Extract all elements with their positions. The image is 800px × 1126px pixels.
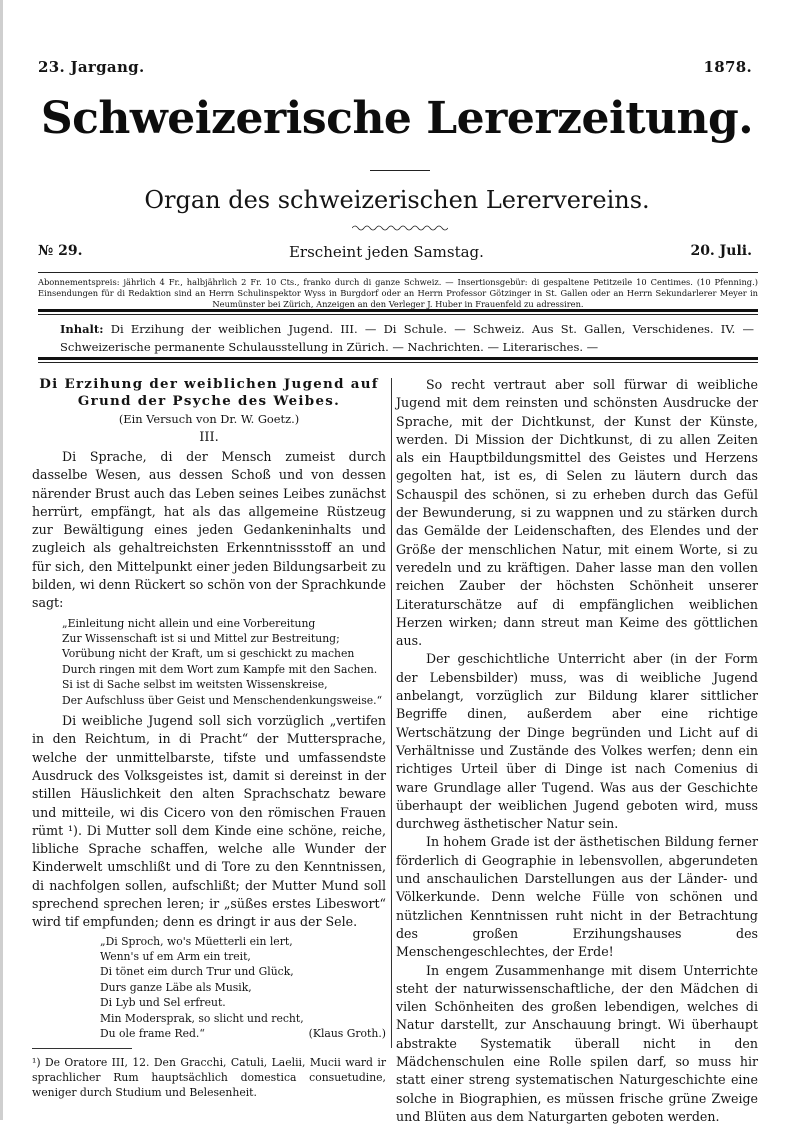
appears-label: Erscheint jeden Samstag. [289, 243, 484, 261]
contents-box [60, 320, 754, 356]
wavy-ornament [352, 224, 448, 232]
verse-last-row [100, 1026, 386, 1041]
article-title: Di Erzihung der weiblichen Jugend auf Grund der Psyche des Weibes. [32, 376, 386, 410]
verse-line: „Di Sproch, wo's Müetterli ein lert, [100, 934, 386, 949]
paragraph-r3: In hohem Grade ist der ästhetischen Bildung ferner förderlich di Geographie in lebensvollen, abgerundeten und anschaulichen Darstellungen aus der Länder- und Völkerkunde. Denn welche Fülle von schönen und nützlichen Kenntnissen ruht nicht in der Betrachtung des großen Erzihungshauses des Menschengeschlechtes, der Erde! [396, 833, 758, 961]
article-section: III. [32, 428, 386, 448]
page-edge [0, 0, 3, 1120]
verse-line: Wenn's uf em Arm ein treit, [100, 949, 386, 964]
rule-thin-1 [38, 314, 758, 315]
heavy-rule-1 [38, 309, 758, 312]
footnote: ¹) De Oratore III, 12. Den Gracchi, Catuli, Laelii, Mucii ward ir sprachlicher Rum hauptsächlich domestica consuetudine, weniger durch Studium und Belesenheit. [32, 1055, 386, 1101]
contents-label: Inhalt: [60, 322, 103, 336]
year-label: 1878. [704, 58, 752, 76]
paragraph-r4: In engem Zusammenhange mit disem Unterrichte steht der naturwissenschaftliche, der den Mädchen di vilen Schönheiten des großen lebendigen, welches di Natur darstellt, zur Anschauung bringt. Wi überhaupt abstrakte Systematik überall nicht in den Mädchenschulen eine Rolle spilen darf, so muss hir statt einer streng systematischen Naturgeschichte eine solche in Biographien, es müssen frische grüne Zweige und Blüten aus dem Naturgarten geboten werden. [396, 962, 758, 1126]
volume-label: 23. Jargang. [38, 58, 144, 76]
left-column [32, 376, 386, 1101]
verse-attribution: (Klaus Groth.) [309, 1026, 386, 1041]
verse-line: Si ist di Sache selbst im weitsten Wissenskreise, [62, 677, 386, 692]
heavy-rule-2 [38, 357, 758, 360]
footnote-rule [32, 1048, 132, 1049]
paragraph-r2: Der geschichtliche Unterricht aber (in der Form der Lebensbilder) muss, was di weibliche Jugend anbelangt, vorzüglich zur Bildung klarer sittlicher Begriffe dinen, außerdem aber eine richtige Wertschätzung der Dinge begründen und Licht auf di Verhältnisse und Zustände des Volkes werfen; denn ein richtiges Urteil über di Dinge ist nach Comenius di ware Grundlage aller Tugend. Was aus der Geschichte überhaupt der weiblichen Jugend geboten wird, muss durchweg ästhetischer Natur sein. [396, 650, 758, 833]
masthead-title: Schweizerische Lererzeitung. [40, 86, 754, 152]
paragraph-r1: So recht vertraut aber soll fürwar di weibliche Jugend mit dem reinsten und schönsten Ausdrucke der Sprache, mit der Dichtkunst, der Kunst der Künste, werden. Di Mission der Dichtkunst, di zu allen Zeiten als ein Hauptbildungsmittel des Geistes und Herzens gegolten hat, ist es, di Selen zu läutern durch das Schauspil des schönen, si zu erheben durch das Gefül der Bewunderung, si zu wappnen und zu stärken durch das Gemälde der Leidenschaften, des Elendes und der Größe der menschlichen Natur, mit einem Worte, si zu veredeln und zu kräftigen. Daher lasse man den vollen reichen Zauber der höchsten Schönheit unserer Literaturschätze auf di empfänglichen weiblichen Herzen wirken; dann streut man Keime des göttlichen aus. [396, 376, 758, 650]
masthead-subtitle: Organ des schweizerischen Lerervereins. [40, 183, 754, 217]
verse-groth [32, 934, 386, 1042]
rule-top [38, 272, 758, 273]
title-rule [370, 170, 430, 171]
verse-line: Di Lyb und Sel erfreut. [100, 995, 386, 1010]
header-topline [38, 58, 752, 76]
issue-number: № 29. [38, 243, 82, 261]
verse-line: Zur Wissenschaft ist si und Mittel zur Bestreitung; [62, 631, 386, 646]
verse-line: Di tönet eim durch Trur und Glück, [100, 964, 386, 979]
paragraph-1: Di Sprache, di der Mensch zumeist durch dasselbe Wesen, aus dessen Schoß und von dessen närender Brust auch das Leben seines Leibes zunächst herrürt, empfängt, hat als das allgemeine Rüstzeug zur Bewältigung eines jeden Gedankeninhalts und zugleich als gehaltreichsten Erkenntnissstoff an und für sich, den Mittelpunkt einer jeden Bildungsarbeit zu bilden, wi denn Rückert so schön von der Sprachkunde sagt: [32, 448, 386, 613]
issue-row [38, 243, 752, 261]
article-byline: (Ein Versuch von Dr. W. Goetz.) [32, 410, 386, 428]
verse-line: Du ole frame Red.“ [100, 1026, 205, 1041]
paragraph-2: Di weibliche Jugend soll sich vorzüglich „vertifen in den Reichtum, in di Pracht“ der Muttersprache, welche der unmittelbarste, tifste und umfassendste Ausdruck des Volksgeistes ist, damit si dereinst in der stillen Häuslichkeit den alten Sprachschatz beware und mitteile, wi dis Cicero von den römischen Frauen rümt ¹). Di Mutter soll dem Kinde eine schöne, reiche, libliche Sprache schaffen, welche alle Wunder der Kinderwelt umschlißt und di Tore zu den Kenntnissen, di nachfolgen sollen, aufschlißt; der Mutter Mund soll sprechend sprechen leren; ir „süßes erstes Libeswort“ wird tif empfunden; denn es dringt ir aus der Sele. [32, 712, 386, 932]
contents-text: Di Erzihung der weiblichen Jugend. III. — Di Schule. — Schweiz. Aus St. Gallen, Verschidenes. IV. — Schweizerische permanente Schulausstellung in Zürich. — Nachrichten. — Literarisches. — [60, 322, 754, 354]
subscription-info: Abonnementspreis: jährlich 4 Fr., halbjährlich 2 Fr. 10 Cts., franko durch di ganze Schweiz. — Insertionsgebür: di gespaltene Petitzeile 10 Centimes. (10 Pfenning.) Einsendungen für di Redaktion sind an Herrn Schulinspektor Wyss in Burgdorf oder an Herrn Professor Götzinger in St. Gallen oder an Herrn Sekundarlerer Meyer in Neumünster bei Zürich, Anzeigen an den Verleger J. Huber in Frauenfeld zu adressiren. [38, 277, 758, 310]
issue-date: 20. Juli. [690, 243, 752, 261]
verse-line: „Einleitung nicht allein und eine Vorbereitung [62, 616, 386, 631]
verse-line: Der Aufschluss über Geist und Menschendenkungsweise.“ [62, 693, 386, 708]
right-column [396, 376, 758, 1126]
verse-line: Min Modersprak, so slicht und recht, [100, 1011, 386, 1026]
rule-thin-2 [38, 362, 758, 363]
verse-line: Durch ringen mit dem Wort zum Kampfe mit den Sachen. [62, 662, 386, 677]
column-divider [391, 378, 392, 1048]
verse-line: Vorübung nicht der Kraft, um si geschickt zu machen [62, 646, 386, 661]
verse-line: Durs ganze Läbe als Musik, [100, 980, 386, 995]
verse-rueckert [32, 616, 386, 708]
